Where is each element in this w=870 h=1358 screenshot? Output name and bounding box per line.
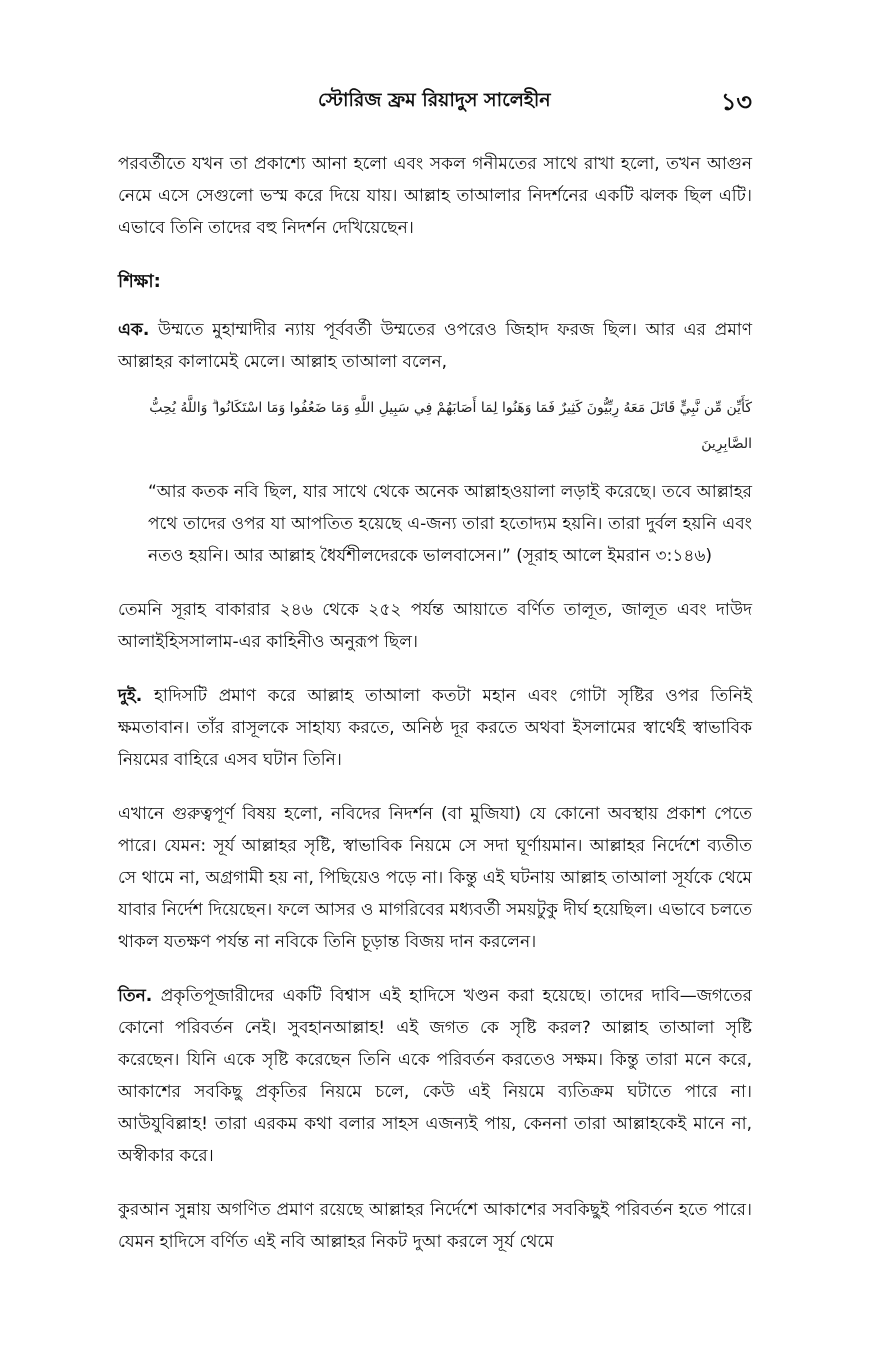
page-header xyxy=(0,80,870,120)
arabic-verse: كَأَيِّن مِّن نَّبِيٍّ قَاتَلَ مَعَهُ رِبِّيُّونَ كَثِيرٌ فَمَا وَهَنُوا لِمَا أَصَابَهُمْ فِي سَبِيلِ اللَّهِ وَمَا ضَعُفُوا وَمَا اسْتَكَانُوا ۗ وَاللَّهُ يُحِبُّ الصَّابِرِينَ xyxy=(149,400,752,452)
point-three-text: প্রকৃতিপূজারীদের একটি বিশ্বাস এই হাদিসে খণ্ডন করা হয়েছে। তাদের দাবি—জগতের কোনো পরিবর্তন নেই। সুবহানআল্লাহ! এই জগত কে সৃষ্টি করল? আল্লাহ তাআলা সৃষ্টি করেছেন। যিনি একে সৃষ্টি করেছেন তিনি একে পরিবর্তন করতেও সক্ষম। কিন্তু তারা মনে করে, আকাশের সবকিছু প্রকৃতির নিয়মে চলে, কেউ এই নিয়মে ব্যতিক্রম ঘটাতে পারে না। আউযুবিল্লাহ! তারা এরকম কথা বলার সাহস এজন্যই পায়, কেননা তারা আল্লাহকেই মানে না, অস্বীকার করে। xyxy=(118,986,752,1166)
point-two-text: হাদিসটি প্রমাণ করে আল্লাহ তাআলা কতটা মহান এবং গোটা সৃষ্টির ওপর তিনিই ক্ষমতাবান। তাঁর রাসূলকে সাহায্য করতে, অনিষ্ঠ দূর করতে অথবা ইসলামের স্বার্থেই স্বাভাবিক নিয়মের বাহিরে এসব ঘটান তিনি। xyxy=(118,686,752,770)
paragraph-similar: তেমনি সূরাহ বাকারার ২৪৬ থেকে ২৫২ পর্যন্ত আয়াতে বর্ণিত তালূত, জালূত এবং দাউদ আলাইহিসসালাম-এর কাহিনীও অনুরূপ ছিল। xyxy=(118,600,752,652)
paragraph-intro: পরবর্তীতে যখন তা প্রকাশ্যে আনা হলো এবং সকল গনীমতের সাথে রাখা হলো, তখন আগুন নেমে এসে সেগুলো ভস্ম করে দিয়ে যায়। আল্লাহ তাআলার নিদর্শনের একটি ঝলক ছিল এটি। এভাবে তিনি তাদের বহু নিদর্শন দেখিয়েছেন। xyxy=(118,154,752,238)
page-body xyxy=(118,148,752,1280)
section-heading: শিক্ষা: xyxy=(118,271,161,292)
paragraph-quran-sunnah: কুরআন সুন্নায় অগণিত প্রমাণ রয়েছে আল্লাহর নির্দেশে আকাশের সবকিছুই পরিবর্তন হতে পারে। যেমন হাদিসে বর্ণিত এই নবি আল্লাহর নিকট দুআ করলে সূর্য থেমে xyxy=(118,1200,752,1252)
paragraph-three xyxy=(118,980,752,1172)
paragraph-important: এখানে গুরুত্বপূর্ণ বিষয় হলো, নবিদের নিদর্শন (বা মুজিযা) যে কোনো অবস্থায় প্রকাশ পেতে পারে। যেমন: সূর্য আল্লাহর সৃষ্টি, স্বাভাবিক নিয়মে সে সদা ঘূর্ণায়মান। আল্লাহর নির্দেশে ব্যতীত সে থামে না, অগ্রগামী হয় না, পিছিয়েও পড়ে না। কিন্তু এই ঘটনায় আল্লাহ তাআলা সূর্যকে থেমে যাবার নির্দেশ দিয়েছেন। ফলে আসর ও মাগরিবের মধ্যবর্তী সময়টুকু দীর্ঘ হয়েছিল। এভাবে চলতে থাকল যতক্ষণ পর্যন্ত না নবিকে তিনি চূড়ান্ত বিজয় দান করলেন। xyxy=(118,804,752,952)
page-number: ১৩ xyxy=(720,88,752,116)
running-title: স্টোরিজ ফ্রম রিয়াদুস সালেহীন xyxy=(318,89,551,111)
point-two-label: দুই. xyxy=(118,686,143,706)
point-one-label: এক. xyxy=(118,320,150,340)
point-one-text: উম্মতে মুহাম্মাদীর ন্যায় পূর্ববর্তী উম্মতের ওপরেও জিহাদ ফরজ ছিল। আর এর প্রমাণ আল্লাহর কালামেই মেলে। আল্লাহ তাআলা বলেন, xyxy=(118,320,752,372)
paragraph-two xyxy=(118,680,752,776)
verse-translation-quote: “আর কতক নবি ছিল, যার সাথে থেকে অনেক আল্লাহওয়ালা লড়াই করেছে। তবে আল্লাহর পথে তাদের ওপর যা আপতিত হয়েছে এ-জন্য তারা হতোদ্যম হয়নি। তারা দুর্বল হয়নি এবং নতও হয়নি। আর আল্লাহ ধৈর্যশীলদেরকে ভালবাসেন।” (সূরাহ আলে ইমরান ৩:১৪৬) xyxy=(148,482,752,566)
paragraph-one xyxy=(118,314,752,378)
point-three-label: তিন. xyxy=(118,986,153,1006)
